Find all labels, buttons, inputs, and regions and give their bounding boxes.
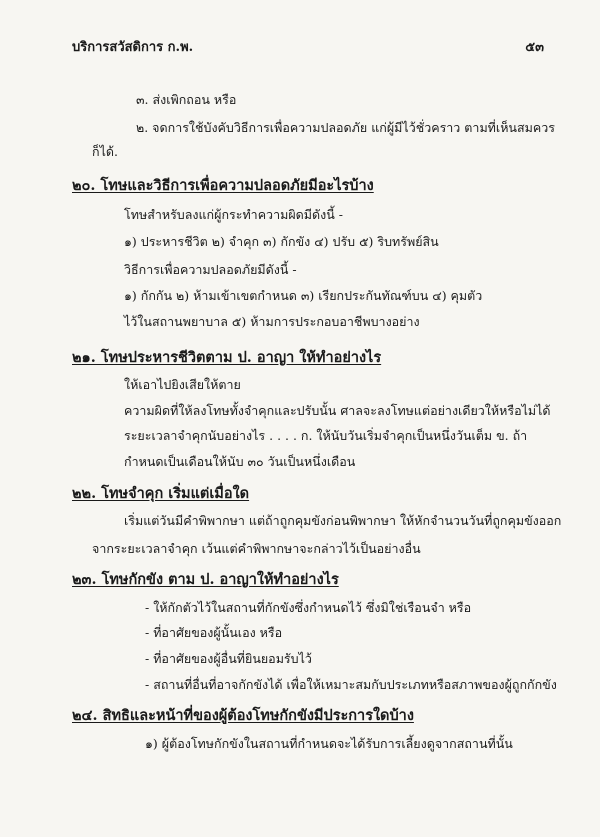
text-line: ๓. ส่งเพิกถอน หรือ	[136, 92, 237, 107]
text-line: ไว้ในสถานพยาบาล ๕) ห้ามการประกอบอาชีพบางอย่าง	[124, 314, 420, 329]
text-line: จากระยะเวลาจำคุก เว้นแต่คำพิพากษาจะกล่าวไว้เป็นอย่างอื่น	[92, 541, 421, 556]
text-line: เริ่มแต่วันมีคำพิพากษา แต่ถ้าถูกคุมขังก่อนพิพากษา ให้หักจำนวนวันที่ถูกคุมขังออก	[124, 513, 562, 528]
list-item: - ให้กักตัวไว้ในสถานที่กักขังซึ่งกำหนดไว้ ซึ่งมิใช่เรือนจำ หรือ	[145, 600, 472, 615]
list-item: - สถานที่อื่นที่อาจกักขังได้ เพื่อให้เหมาะสมกับประเภทหรือสภาพของผู้ถูกกักขัง	[145, 677, 557, 692]
list-item: - ที่อาศัยของผู้อื่นที่ยินยอมรับไว้	[145, 651, 312, 666]
text-line: ๑) ประหารชีวิต ๒) จำคุก ๓) กักขัง ๔) ปรับ ๕) ริบทรัพย์สิน	[124, 234, 439, 249]
text-line: ให้เอาไปยิงเสียให้ตาย	[124, 377, 241, 392]
text-line: กำหนดเป็นเดือนให้นับ ๓๐ วันเป็นหนึ่งเดือน	[124, 454, 356, 469]
text-line: ความผิดที่ให้ลงโทษทั้งจำคุกและปรับนั้น ศาลจะลงโทษแต่อย่างเดียวให้หรือไม่ได้	[124, 403, 551, 418]
header-title: บริการสวัสดิการ ก.พ.	[72, 40, 194, 55]
text-line: โทษสำหรับลงแก่ผู้กระทำความผิดมีดังนี้ -	[124, 207, 343, 222]
text-line: วิธีการเพื่อความปลอดภัยมีดังนี้ -	[124, 262, 297, 277]
text-line: ก็ได้.	[92, 144, 118, 159]
question-heading: ๒๑. โทษประหารชีวิตตาม ป. อาญา ให้ทำอย่างไร	[72, 349, 382, 366]
text-line: ๑) กักกัน ๒) ห้ามเข้าเขตกำหนด ๓) เรียกประกันทัณฑ์บน ๔) คุมตัว	[124, 288, 483, 303]
page-number: ๕๓	[525, 40, 544, 55]
text-line: ระยะเวลาจำคุกนับอย่างไร . . . . ก. ให้นับวันเริ่มจำคุกเป็นหนึ่งวันเต็ม ข. ถ้า	[124, 428, 528, 443]
text-line: ๒. จดการใช้บังคับวิธีการเพื่อความปลอดภัย แก่ผู้มีไว้ชั่วคราว ตามที่เห็นสมควร	[136, 120, 555, 135]
text-line: ๑) ผู้ต้องโทษกักขังในสถานที่กำหนดจะได้รับการเลี้ยงดูจากสถานที่นั้น	[145, 736, 513, 751]
list-item: - ที่อาศัยของผู้นั้นเอง หรือ	[145, 625, 283, 640]
question-heading: ๒๒. โทษจำคุก เริ่มแต่เมื่อใด	[72, 485, 250, 502]
question-heading: ๒๔. สิทธิและหน้าที่ของผู้ต้องโทษกักขังมีประการใดบ้าง	[72, 707, 414, 724]
question-heading: ๒๓. โทษกักขัง ตาม ป. อาญาให้ทำอย่างไร	[72, 571, 339, 588]
question-heading: ๒๐. โทษและวิธีการเพื่อความปลอดภัยมีอะไรบ้าง	[72, 177, 374, 194]
